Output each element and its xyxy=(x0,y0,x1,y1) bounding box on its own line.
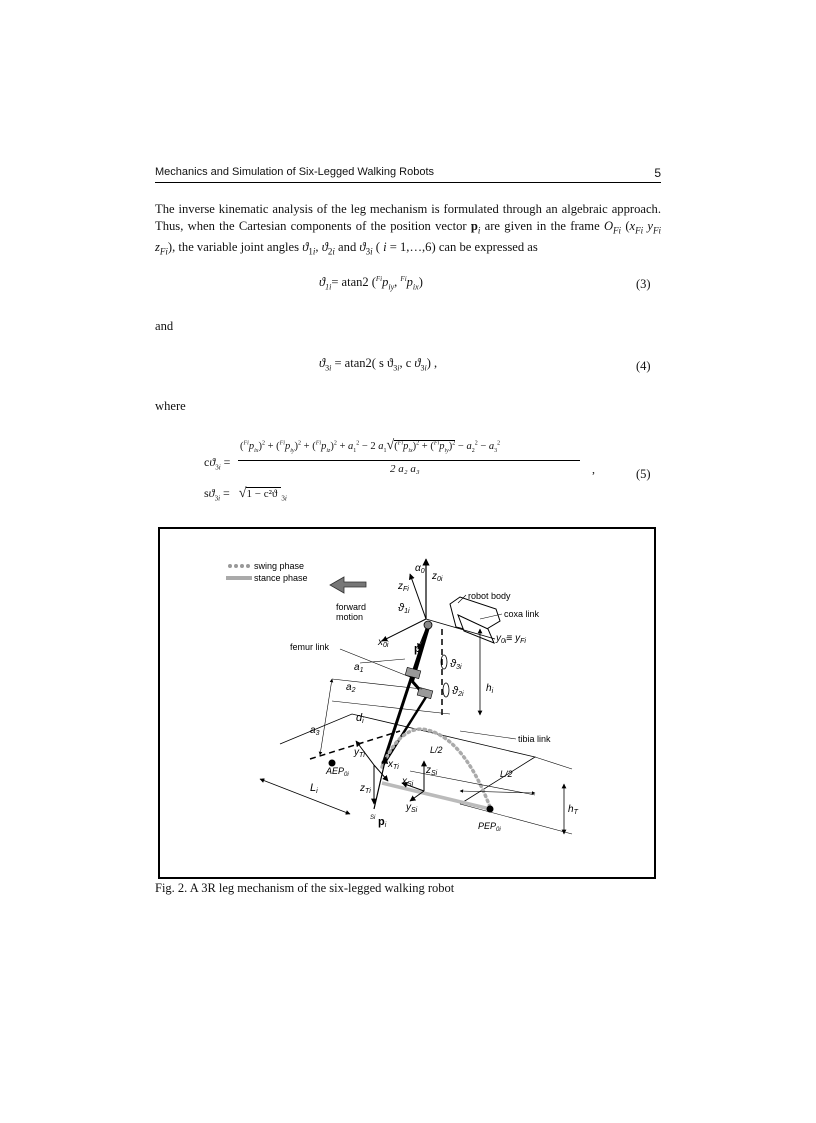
dimension-li xyxy=(260,779,350,814)
label-l-half-2: L/2 xyxy=(500,769,513,779)
label-theta1i: ϑ1i xyxy=(398,602,410,615)
stance-phase-path xyxy=(382,783,490,809)
label-pi: pi xyxy=(414,643,423,656)
equation-5-sin: $sϑ_{3i} = √1 - c^2ϑ$ $_{3i}$ xyxy=(204,486,287,503)
legend-swing-label: swing phase xyxy=(254,561,305,571)
tibia-link-label: tibia link xyxy=(518,734,551,744)
stance-phase-swatch xyxy=(226,576,252,580)
axis-x0i xyxy=(382,619,426,641)
forward-motion-arrow-icon xyxy=(330,577,366,593)
equation-5-numerator: $(^{Fi}p_{ix})^2 + (^{Fi}p_{iy})^2 + (^{Fi}p_{iz})^2 + a_1^2 - 2$ $a_1√(^{Fi}p_{ix})^2 + (^{Fi}p_{iy})^2 - a_2^2 - a_3^2$ xyxy=(240,438,501,455)
forward-motion-label-1: forward xyxy=(336,602,367,612)
swing-phase-swatch xyxy=(228,564,250,568)
forward-motion-label-2: motion xyxy=(336,612,364,622)
label-xsi: $x_{Si}$ xyxy=(402,776,414,788)
label-l-half-1: L/2 xyxy=(430,745,443,755)
femur-link-label: femur link xyxy=(290,642,330,652)
page-number: 5 xyxy=(654,166,661,180)
label-aep: $AEP_{0i}$ xyxy=(326,766,349,778)
equation-5-denominator: 2 a₂ a₃ xyxy=(390,463,420,475)
label-x0i: $x_{0i}$ xyxy=(378,637,389,649)
axis-zfi xyxy=(410,574,426,619)
label-zsi: $z_{Si}$ xyxy=(426,765,438,777)
label-xti: $x_{Ti}$ xyxy=(388,759,399,771)
femur-joint xyxy=(405,667,421,678)
equation-3: $ϑ_{1i}= atan2$ ($^{Fi}p_{iy}$, $^{Fi}p_{ix}$) xyxy=(319,275,423,292)
label-theta3i: ϑ3i xyxy=(450,658,462,671)
leg-mechanism-diagram xyxy=(160,529,654,877)
equation-5: $cϑ_{3i}$ = $(^{Fi}p_{ix})^2 + (^{Fi}p_{iy})^2 + (^{Fi}p_{iz})^2 + a_1^2 - 2$ $a_1√(^{Fi}p_{ix})^2 + (^{Fi}p_{iy})^2 - a_2^2 - a_3^2$ 2 a₂ a₃ , $sϑ_{3i} = √1 - c^2ϑ$ $_{3i}$ xyxy=(204,438,595,503)
label-si-pi: pi xyxy=(378,816,387,829)
coxa-link-label: coxa link xyxy=(504,609,540,619)
running-head xyxy=(155,166,661,183)
label-alpha0: $\alpha_0$ xyxy=(415,563,425,575)
label-yti: $y_{Ti}$ xyxy=(354,747,365,759)
vector-p: $p_i$ xyxy=(470,218,481,236)
equation-3-number: (3) xyxy=(636,277,651,291)
label-ht: $h_T$ xyxy=(568,804,578,816)
label-zfi: $z_{Fi}$ xyxy=(398,581,409,593)
label-ysi: $y_{Si}$ xyxy=(406,802,418,814)
equation-5-number: (5) xyxy=(636,467,651,481)
label-z0i: $z_{0i}$ xyxy=(432,571,443,583)
legend-stance-label: stance phase xyxy=(254,573,308,583)
equation-4: $ϑ_{3i} = atan2$( s $ϑ_{3i}$, c $ϑ_{3i}$) , xyxy=(319,356,438,373)
figure-frame xyxy=(158,527,656,879)
label-hi: $h_i$ xyxy=(486,683,494,695)
body-paragraph: The inverse kinematic analysis of the leg mechanism is formulated through an algebraic approach. Thus, when the Cartesian components of the position vector $p_i$ are given in the frame $O_{Fi}$ ($x_{Fi}$ $y_{Fi}$ $z_{Fi}$), the variable joint angles $ϑ_{1i}$, $ϑ_{2i}$ and $ϑ_{3i}$ ( i = 1,…,6) can be expressed as xyxy=(155,202,661,257)
figure-caption: Fig. 2. A 3R leg mechanism of the six-legged walking robot xyxy=(155,881,455,895)
label-a3: $a_3$ xyxy=(310,725,320,737)
word-and: and xyxy=(155,319,174,333)
robot-body-label: robot body xyxy=(468,591,511,601)
equation-4-number: (4) xyxy=(636,359,651,373)
label-a1: $a_1$ xyxy=(354,662,364,674)
word-where: where xyxy=(155,399,186,413)
running-head-title: Mechanics and Simulation of Six-Legged Walking Robots xyxy=(155,166,435,178)
label-theta2i: ϑ2i xyxy=(452,685,464,698)
label-li: Li xyxy=(310,782,318,795)
label-si-superscript: Si xyxy=(370,815,376,821)
coxa-joint xyxy=(424,621,432,629)
legend xyxy=(226,561,308,583)
label-y0i-yfi: $y_{0i}\equiv y_{Fi}$ xyxy=(496,633,526,645)
tibia-link-shape xyxy=(382,627,428,767)
label-pep: $PEP_{0i}$ xyxy=(478,821,501,833)
label-zti: $z_{Ti}$ xyxy=(360,783,371,795)
label-a2: $a_2$ xyxy=(346,682,356,694)
label-di: di xyxy=(356,712,364,725)
